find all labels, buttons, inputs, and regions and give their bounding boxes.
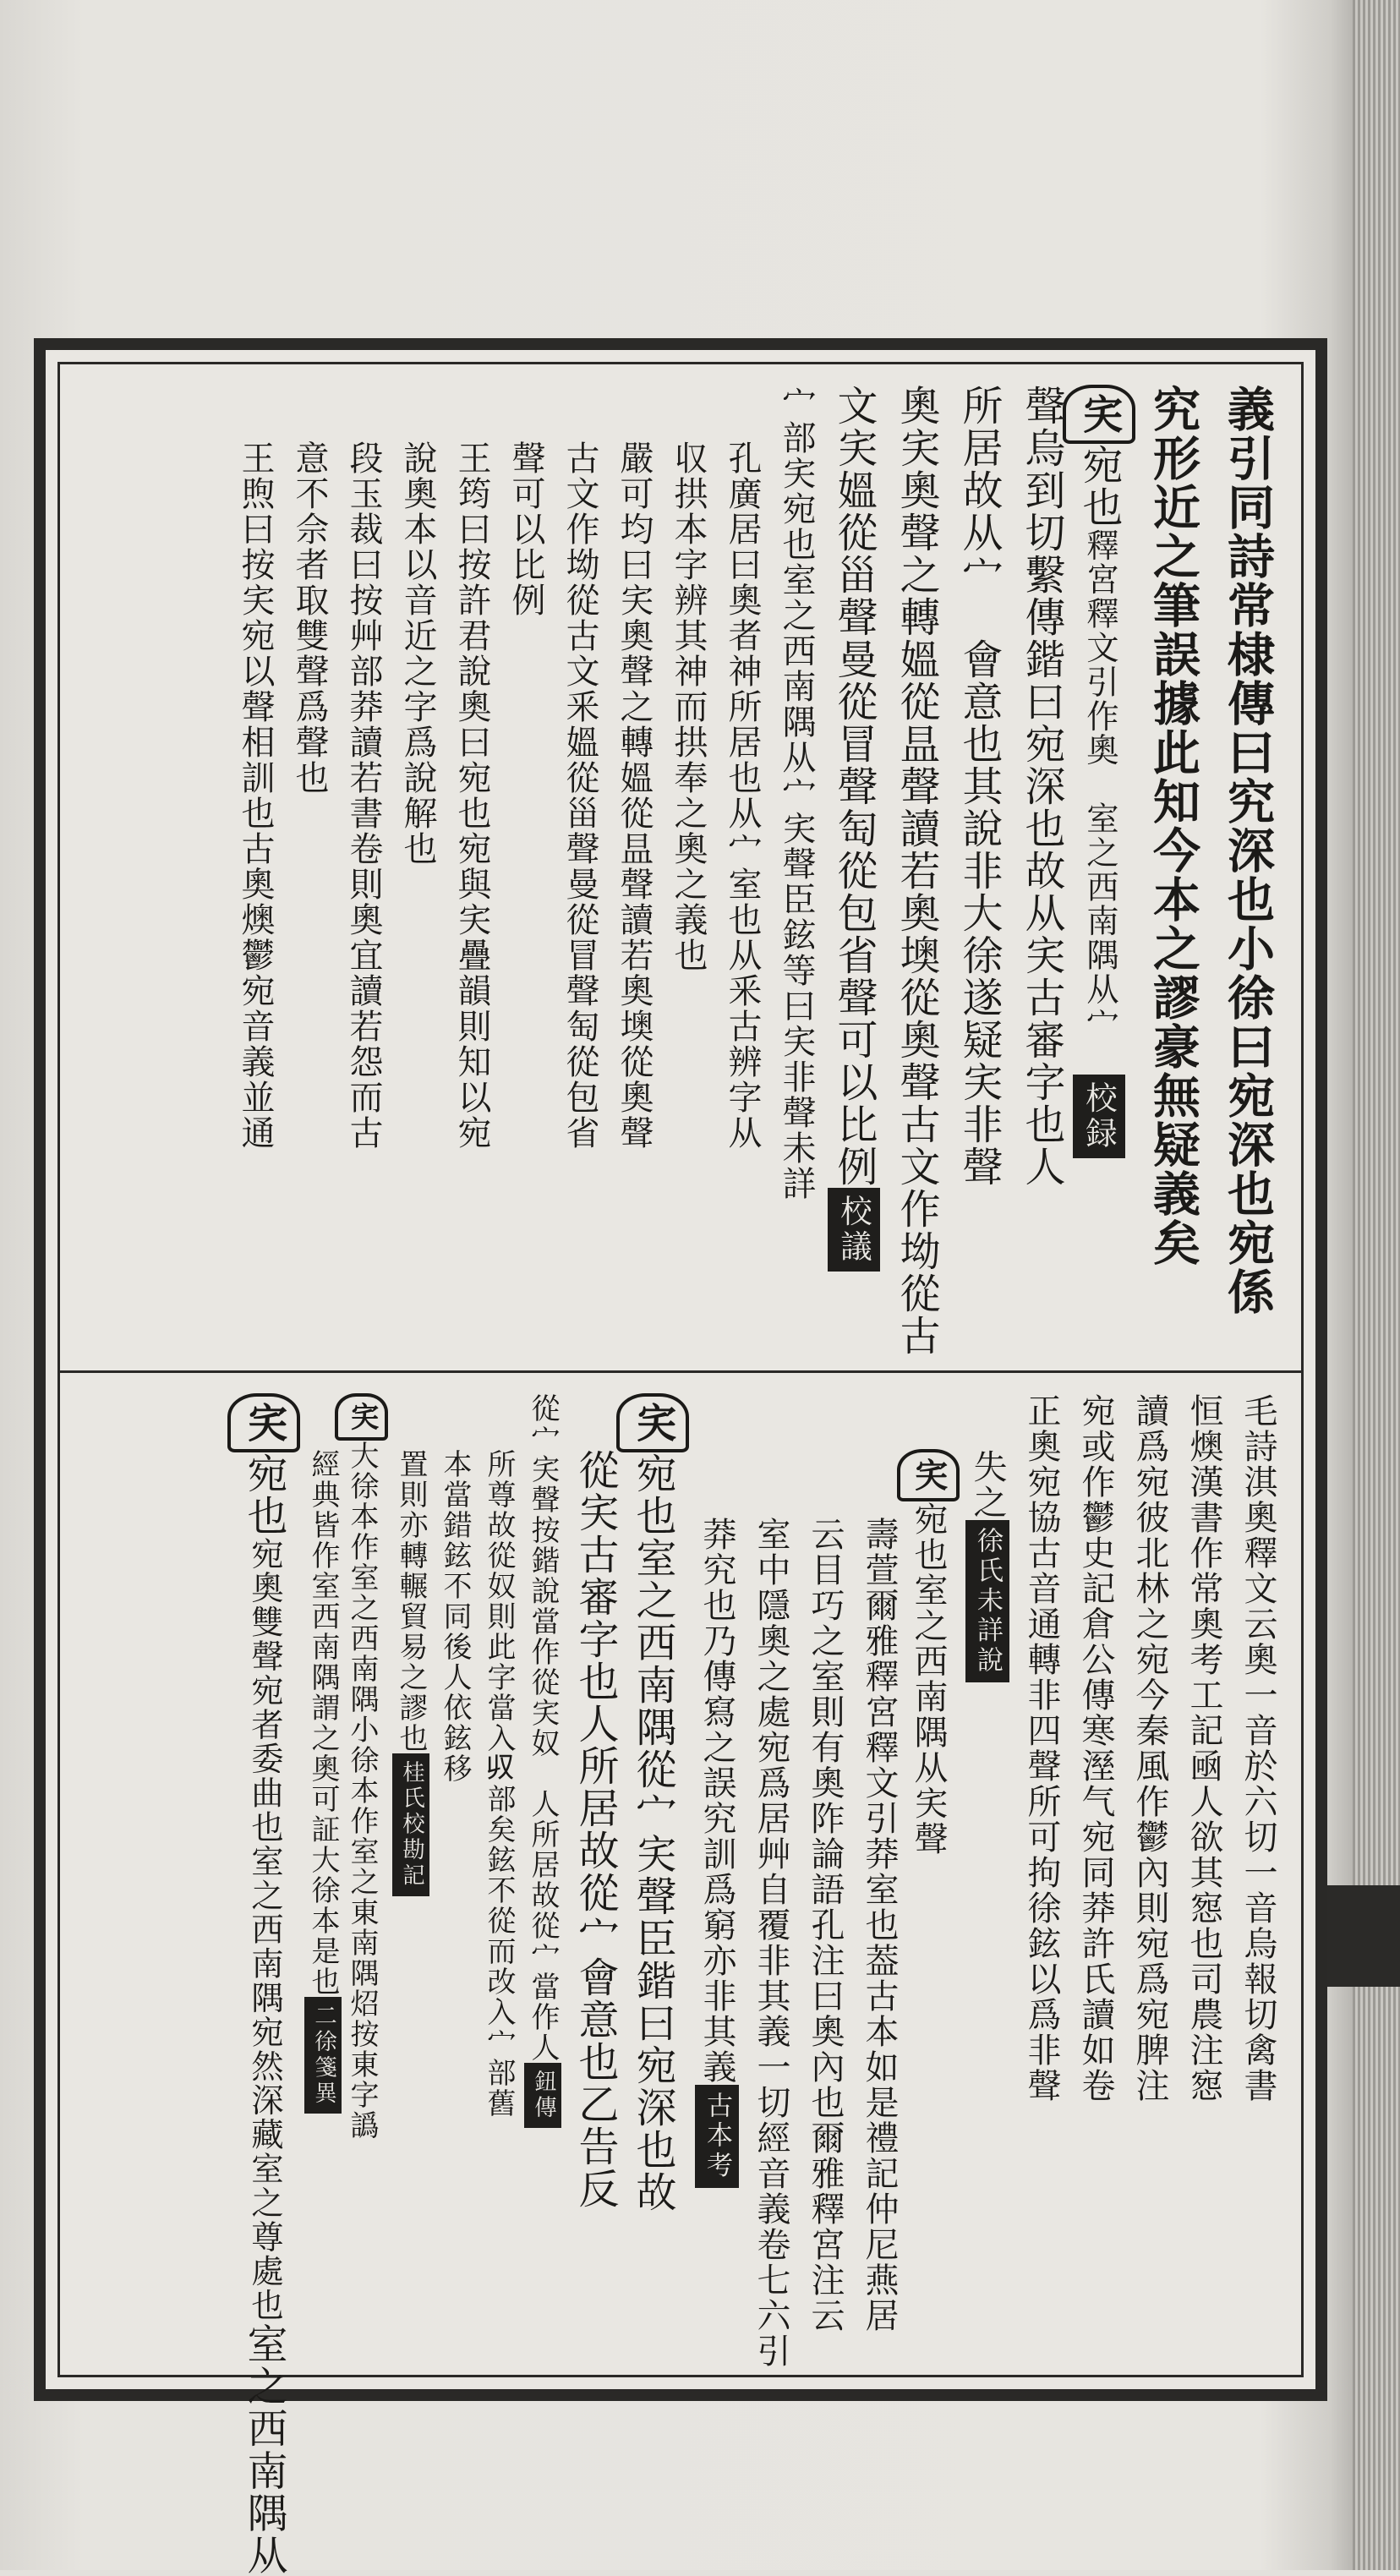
upper-register xyxy=(60,364,1301,1373)
column-text: 宛也室之西南隅從宀宎聲臣鍇曰宛深也故 xyxy=(629,1452,676,2213)
column-text: 云目巧之室則有奧阼論語孔注曰奧內也爾雅釋宮注云 xyxy=(806,1517,845,2333)
text-column xyxy=(520,1373,564,2408)
text-column xyxy=(1176,1373,1230,2408)
column-text: 從宀宎聲按鍇說當作從宎奴 人所居故從宀當作人 xyxy=(526,1393,560,2063)
book-fore-edge xyxy=(1353,0,1400,2570)
column-text: 聲可以比例 xyxy=(506,440,545,618)
column-text: 宛或作鬱史記倉公傳寒溼气宛同莽許氏讀如卷 xyxy=(1076,1393,1115,2103)
lower-register xyxy=(60,1373,1301,2576)
source-label: 校録 xyxy=(1073,1075,1125,1158)
column-text: 莽究也乃傳寫之誤究訓爲窮亦非其義 xyxy=(697,1517,736,2085)
text-column xyxy=(227,364,282,1370)
column-text: 王煦曰按宎宛以聲相訓也古奧燠鬱宛音義並通 xyxy=(236,440,275,1151)
text-column xyxy=(344,1373,388,2408)
text-column xyxy=(626,1373,689,2408)
source-label: 古本考 xyxy=(695,2085,739,2188)
seal-headword: 宎 xyxy=(227,1393,300,1452)
upper-text-columns xyxy=(60,364,1301,1370)
inline-note: 宛奧雙聲宛者委曲也室之西南隅宛然深藏室之尊處也 xyxy=(245,1537,283,2323)
column-text: 所尊故從奴則此字當入𠬞部矣鉉不從而改入宀部舊 xyxy=(482,1449,516,2119)
column-text: 古文作坳從古文釆媼從甾聲曼從冒聲匋從包省 xyxy=(561,440,599,1151)
text-column xyxy=(1230,1373,1284,2408)
column-text: 義引同詩常棣傳曰究深也小徐曰宛深也宛係 xyxy=(1220,385,1276,1316)
text-column xyxy=(476,1373,520,2408)
text-column xyxy=(1068,1373,1122,2408)
seal-headword: 宎 xyxy=(897,1449,960,1501)
inline-note: 釋宮釋文引作奧 室之西南隅从宀 xyxy=(1080,528,1118,1075)
text-column xyxy=(388,1373,432,2408)
column-text: 經典皆作室西南隅謂之奧可証大徐本是也 xyxy=(306,1449,340,1997)
column-text: 宛也室之西南隅从宎聲 xyxy=(909,1501,948,1857)
text-column xyxy=(444,364,498,1370)
text-column xyxy=(823,364,885,1370)
text-column xyxy=(885,364,948,1370)
text-column xyxy=(552,364,606,1370)
column-text: 王筠曰按許君說奧曰宛也宛與宎疊韻則知以宛 xyxy=(452,440,491,1151)
text-column xyxy=(432,1373,476,2408)
frame-inner-border xyxy=(57,362,1304,2576)
column-text: 讀爲宛彼北林之宛今秦風作鬱內則宛爲宛脾注 xyxy=(1130,1393,1169,2103)
column-text: 恒燠漢書作常奧考工記凾人欲其惌也司農注惌 xyxy=(1184,1393,1223,2103)
text-column xyxy=(1014,1373,1068,2408)
column-text: 宛也 xyxy=(240,1452,287,1537)
column-text: 嚴可均曰宎奧聲之轉媼從昷聲讀若奧墺從奧聲 xyxy=(615,440,654,1151)
column-text: 収拱本字辨其神而拱奉之奧之義也 xyxy=(669,440,708,973)
column-text: 文宎媼從甾聲曼從冒聲匋從包省聲可以比例 xyxy=(830,385,878,1188)
text-column xyxy=(768,364,823,1370)
column-text: 室中隱奧之處宛爲居艸自覆非其義一切經音義卷七六引 xyxy=(752,1517,790,2369)
column-text: 壽萱爾雅釋宮釋文引莽室也葢古本如是禮記仲尼燕居 xyxy=(860,1517,899,2333)
text-column xyxy=(948,364,1010,1370)
column-text: 失之 xyxy=(968,1449,1007,1520)
seal-headword: 宎 xyxy=(335,1393,388,1441)
column-text: 毛詩淇奧釋文云奧一音於六切一音烏報切禽書 xyxy=(1239,1393,1277,2103)
page-frame xyxy=(34,338,1327,2576)
column-text: 宛也 xyxy=(1075,444,1123,528)
column-text: 意不佘者取雙聲爲聲也 xyxy=(290,440,329,796)
text-column xyxy=(960,1373,1014,2408)
text-column xyxy=(689,1373,743,2408)
text-column xyxy=(1073,364,1135,1370)
text-column xyxy=(1135,364,1210,1370)
text-column xyxy=(1122,1373,1176,2408)
source-label: 二徐箋異 xyxy=(304,1997,342,2114)
text-column xyxy=(1210,364,1284,1370)
source-label: 桂氏校勘記 xyxy=(392,1753,429,1896)
text-column xyxy=(714,364,768,1370)
column-text: 究形近之筆誤據此知今本之謬豪無疑義矣 xyxy=(1146,385,1201,1267)
column-text: 本當錯鉉不同後人依鉉移 xyxy=(438,1449,472,1784)
source-label: 鈕傳 xyxy=(524,2063,561,2128)
text-column xyxy=(743,1373,797,2408)
text-column xyxy=(606,364,660,1370)
text-column xyxy=(238,1373,300,2576)
column-text: 從宎古審字也人所居故從宀會意也乙告反 xyxy=(571,1449,619,2210)
text-column xyxy=(336,364,390,1370)
text-column xyxy=(390,364,444,1370)
column-text: 大徐本作室之西南隅小徐本作室之東南隅炤按東字譌 xyxy=(345,1441,379,2141)
column-text: 正奧宛協古音通轉非四聲所可拘徐鉉以爲非聲 xyxy=(1022,1393,1061,2103)
lower-text-columns xyxy=(60,1373,1301,2576)
text-column xyxy=(498,364,552,1370)
source-label: 徐氏未詳說 xyxy=(965,1520,1009,1682)
column-text: 置則亦轉輾貿易之謬也 xyxy=(394,1449,428,1753)
text-column xyxy=(905,1373,960,2408)
column-text: 聲烏到切繫傳鍇曰宛深也故从宎古審字也人 xyxy=(1018,385,1065,1188)
column-text: 宀部宎宛也室之西南隅从宀宎聲臣鉉等曰宎非聲未詳 xyxy=(777,385,816,1201)
seal-headword: 宎 xyxy=(616,1393,689,1452)
text-column xyxy=(282,364,336,1370)
column-text: 奧宎奧聲之轉媼從昷聲讀若奧墺從奧聲古文作坳從古 xyxy=(893,385,940,1357)
column-text: 說奧本以音近之字爲說解也 xyxy=(398,440,437,867)
column-text: 孔廣居曰奧者神所居也从宀室也从釆古辨字从 xyxy=(723,440,762,1151)
column-text: 所居故从宀 會意也其說非大徐遂疑宎非聲 xyxy=(955,385,1003,1188)
text-column xyxy=(660,364,714,1370)
seal-headword: 宎 xyxy=(1063,385,1135,444)
text-column xyxy=(797,1373,851,2408)
source-label: 校議 xyxy=(828,1188,880,1272)
column-text: 段玉裁曰按艸部莽讀若書卷則奧宜讀若怨而古 xyxy=(344,440,383,1151)
column-tail: 室之西南隅从 xyxy=(240,2322,287,2576)
